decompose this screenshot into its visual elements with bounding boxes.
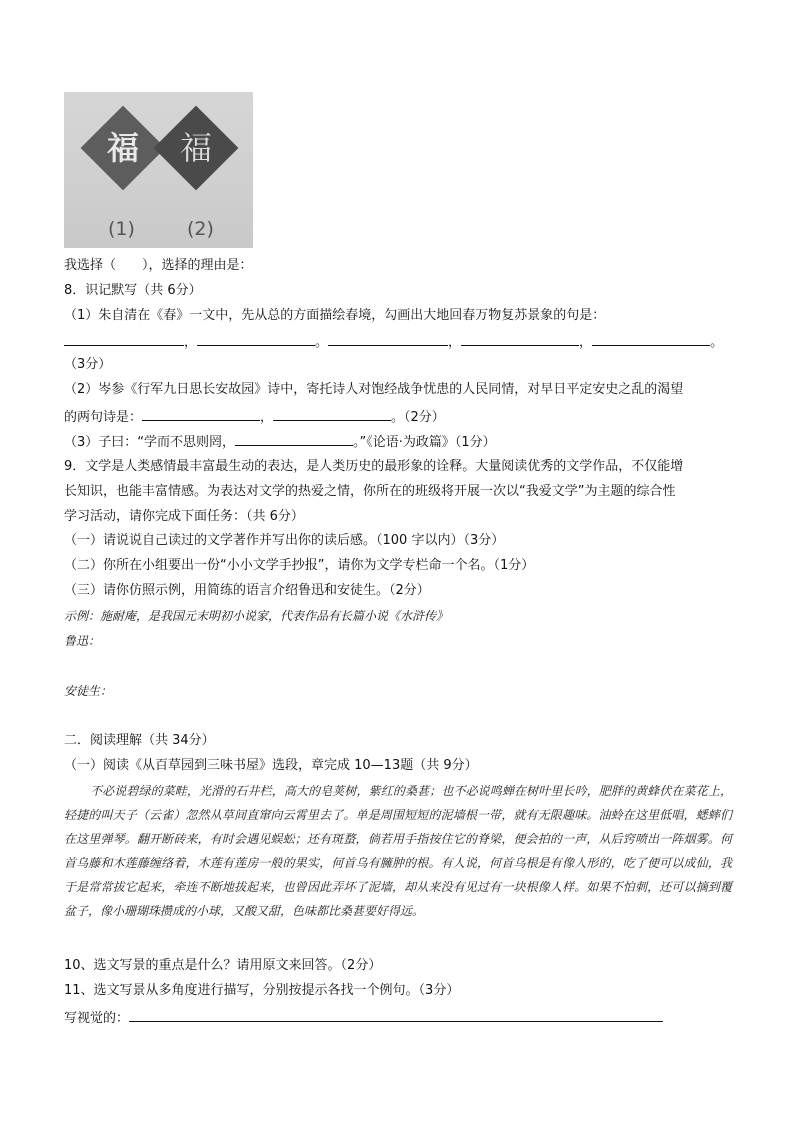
q9-text-3: 学习活动，请你完成下面任务：（共 6分） [64, 509, 304, 524]
photo-label-2: (2) [187, 218, 214, 240]
answer-blank[interactable] [64, 331, 184, 346]
q8-1-answer-blanks: ， 。 ， ， 。 [64, 331, 723, 352]
q8-1-prompt: （1）朱自清在《春》一文中，先从总的方面描绘春境，勾画出大地回春万物复苏景象的句是： [64, 308, 606, 323]
section-2-1-title: （一）阅读《从百草园到三味书屋》选段，章完成 10—13题（共 9分） [64, 758, 478, 773]
answer-blank[interactable] [142, 406, 260, 421]
answer-blank[interactable] [235, 431, 353, 446]
q11: 11、选文写景从多角度进行描写，分别按提示各找一个例句。（3分） [64, 983, 460, 998]
reading-passage: 不必说碧绿的菜畦，光滑的石井栏，高大的皂荚树，紫红的桑葚；也不必说鸣蝉在树叶里长吟，肥胖的黄蜂伏在菜花上，轻捷的叫天子（云雀）忽然从草间直窜向云霄里去了。单是周围短短的泥墙根一带，就有无限趣味。油蛉在这里低唱，蟋蟀们在这里弹琴。翻开断砖来，有时会遇见蜈蚣；还有斑蝥，倘若用手指按住它的脊梁，便会拍的一声，从后窍喷出一阵烟雾。何首乌藤和木莲藤缠络着，木莲有莲房一般的果实，何首乌有臃肿的根。有人说，何首乌根是有像人形的，吃了便可以成仙，我于是常常拔它起来，牵连不断地拔起来，也曾因此弄坏了泥墙，却从来没有见过有一块根像人样。如果不怕刺，还可以摘到覆盆子，像小珊瑚珠攒成的小球，又酸又甜，色味都比桑葚要好得远。 [64, 784, 732, 918]
fu-characters-photo [64, 92, 253, 248]
answer-blank[interactable] [197, 331, 315, 346]
visual-label: 写视觉的： [64, 1011, 130, 1026]
answer-blank[interactable] [129, 1007, 663, 1022]
q9-task-1: （一）请说说自己读过的文学著作并写出你的读后感。（100 字以内）（3分） [64, 533, 505, 548]
q9-text-1: 9．文学是人类感情最丰富最生动的表达，是人类历史的最形象的诠释。大量阅读优秀的文学作品，不仅能增 [64, 459, 684, 474]
q9-task-3: （三）请你仿照示例，用简练的语言介绍鲁迅和安徒生。（2分） [64, 583, 430, 598]
q9-example: 示例：施耐庵，是我国元末明初小说家，代表作品有长篇小说《水浒传》 [64, 609, 449, 623]
q8-2-prefix: 的两句诗是： [64, 410, 143, 425]
section-2-title: 二．阅读理解（共 34分） [64, 733, 215, 748]
answer-blank[interactable] [461, 331, 579, 346]
answer-blank[interactable] [273, 406, 391, 421]
q8-title: 8．识记默写（共 6分） [64, 283, 202, 298]
q8-1-score: （3分） [64, 357, 112, 372]
q9-text-2: 长知识，也能丰富情感。为表达对文学的热爱之情，你所在的班级将开展一次以“我爱文学”为主题的综合性 [64, 484, 676, 499]
luxun-label: 鲁迅： [64, 634, 101, 648]
q8-2-prompt: （2）岑参《行军九日思长安故园》诗中，寄托诗人对饱经战争忧患的人民同情，对早日平定安史之乱的渴望 [64, 382, 684, 397]
q8-2-answer-line: 的两句诗是： ， 。（2分） [64, 406, 445, 427]
fu-character-1: 福 [106, 129, 139, 167]
fu-character-2: 福 [179, 129, 212, 167]
q10: 10、选文写景的重点是什么？请用原文来回答。（2分） [64, 958, 382, 973]
answer-blank[interactable] [328, 331, 448, 346]
answer-blank[interactable] [592, 331, 710, 346]
q8-2-suffix: 。（2分） [391, 410, 445, 425]
andersen-label: 安徒生： [64, 684, 113, 698]
q9-task-2: （二）你所在小组要出一份“小小文学手抄报”，请你为文学专栏命一个名。（1分） [64, 558, 535, 573]
q8-3-suffix: 。”《论语·为政篇》（1分） [353, 435, 496, 450]
visual-answer-line [64, 1007, 663, 1028]
q8-3-prefix: （3）子曰：“学而不思则罔， [64, 435, 236, 450]
choice-prompt: 我选择（ ），选择的理由是： [64, 258, 253, 273]
q8-3-line [64, 431, 496, 452]
photo-label-1: (1) [108, 218, 135, 240]
